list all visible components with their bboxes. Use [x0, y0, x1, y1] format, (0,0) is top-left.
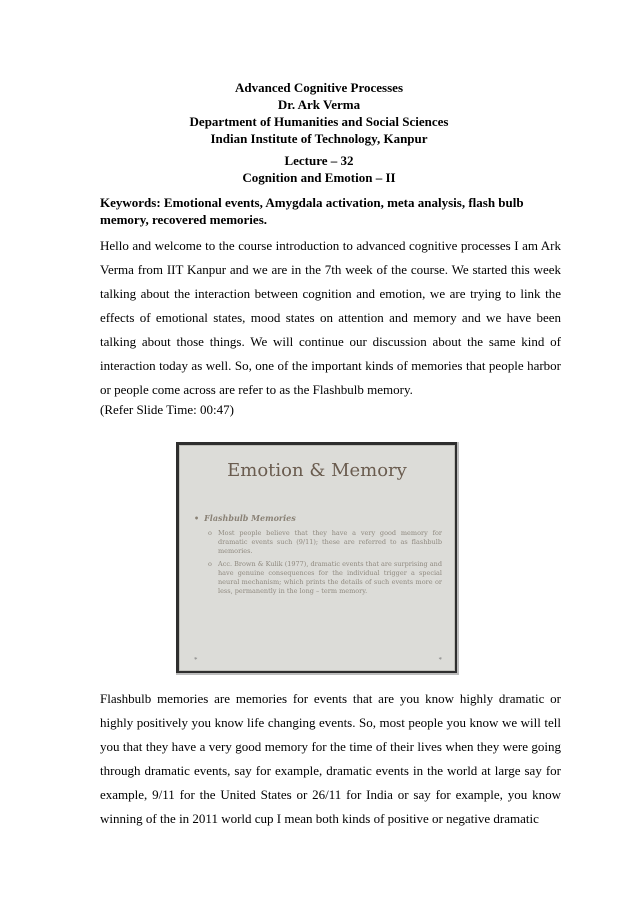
lecture-title: Cognition and Emotion – II	[242, 170, 396, 185]
lecture-number: Lecture – 32	[284, 153, 354, 168]
department-name: Department of Humanities and Social Sciences	[189, 114, 449, 129]
intro-paragraph: Hello and welcome to the course introduction to advanced cognitive processes I am Ark Verma from IIT Kanpur and we are in the 7th week of the course. We started this week talking about the interaction between cognition and emotion, we are trying to link the effects of emotional states, mood states on attention and memory and we have been talking about those things. We will continue our discussion about the same kind of interaction today as well. So, one of the important kinds of memories that people harbor or people come across are refer to as the Flashbulb memory.	[100, 238, 561, 397]
instructor-name: Dr. Ark Verma	[277, 97, 361, 112]
slide-sub-text: Acc. Brown & Kulik (1977), dramatic events that are surprising and have genuine consequences for the individual trigger a special neural mechanism; which prints the details of such events more or less, permanently in the long – term memory.	[218, 560, 442, 595]
slide-bullet	[194, 513, 296, 523]
slide-corner-mark-left: *	[194, 656, 198, 664]
slide-sub-item	[208, 529, 442, 556]
course-title: Advanced Cognitive Processes	[234, 80, 404, 95]
lecture-heading	[0, 152, 638, 186]
slide-image	[176, 442, 459, 675]
slide-title: Emotion & Memory	[227, 460, 407, 481]
sub-bullet-icon: o	[208, 560, 212, 568]
flashbulb-paragraph: Flashbulb memories are memories for events that are you know highly dramatic or highly positively you know life changing events. So, most people you know we will tell you that they have a very good memory for the time of their lives when they were going through dramatic events, say for example, dramatic events in the world at large say for example, 9/11 for the United States or 26/11 for India or say for example, you know winning of the in 2011 world cup I mean both kinds of positive or negative dramatic	[100, 691, 561, 826]
bullet-icon: •	[194, 513, 200, 523]
slide-corner-mark-right: *	[438, 656, 442, 664]
slide-sub-text: Most people believe that they have a very good memory for dramatic events such (9/11); these are referred to as flashbulb memories.	[218, 529, 442, 555]
institute-name: Indian Institute of Technology, Kanpur	[210, 131, 428, 146]
slide-sub-item	[208, 560, 442, 596]
sub-bullet-icon: o	[208, 529, 212, 537]
slide-bullet-text: Flashbulb Memories	[204, 513, 296, 523]
keywords: Keywords: Emotional events, Amygdala activation, meta analysis, flash bulb memory, recovered memories.	[100, 195, 524, 227]
course-header	[0, 79, 638, 147]
refer-slide-time: (Refer Slide Time: 00:47)	[100, 402, 234, 417]
slide-content	[179, 445, 455, 671]
